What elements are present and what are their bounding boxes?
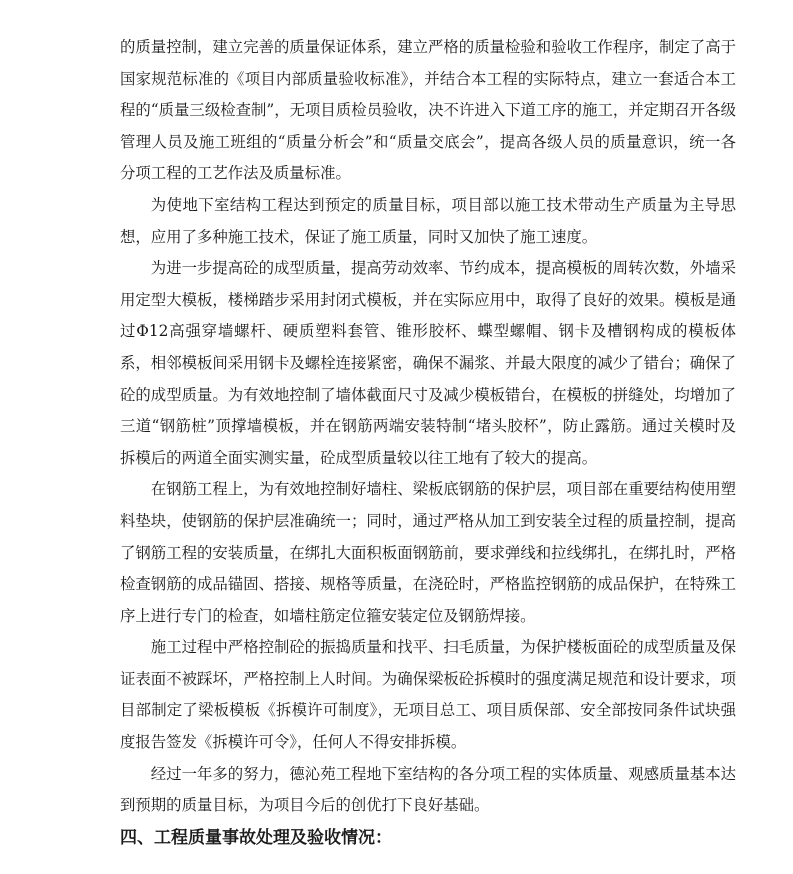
document-page — [120, 32, 736, 855]
paragraph-basement-goal: 为使地下室结构工程达到预定的质量目标，项目部以施工技术带动生产质量为主导思想，应用了多种施工技术，保证了施工质量，同时又加快了施工速度。 — [120, 195, 736, 246]
section-heading: 四、工程质量事故处理及验收情况： — [120, 827, 392, 848]
paragraph-summary: 经过一年多的努力，德沁苑工程地下室结构的各分项工程的实体质量、观感质量基本达到预期的质量目标，为项目今后的创优打下良好基础。 — [120, 764, 736, 815]
paragraph-rebar: 在钢筋工程上，为有效地控制好墙柱、梁板底钢筋的保护层，项目部在重要结构使用塑料垫块，使钢筋的保护层准确统一；同时，通过严格从加工到安装全过程的质量控制，提高了钢筋工程的安装质量，在绑扎大面积板面钢筋前，要求弹线和拉线绑扎，在绑扎时，严格检查钢筋的成品锚固、搭接、规格等质量，在浇砼时，严格监控钢筋的成品保护，在特殊工序上进行专门的检查，如墙柱筋定位箍安装定位及钢筋焊接。 — [120, 480, 736, 625]
paragraph-concrete: 施工过程中严格控制砼的振捣质量和找平、扫毛质量，为保护楼板面砼的成型质量及保证表面不被踩坏，严格控制上人时间。为确保梁板砼拆模时的强度满足规范和设计要求，项目部制定了梁板模板《拆模许可制度》，无项目总工、项目质保部、安全部按同条件试块强度报告签发《拆模许可令》，任何人不得安排拆模。 — [120, 638, 736, 752]
paragraph-quality-system: 的质量控制，建立完善的质量保证体系，建立严格的质量检验和验收工作程序，制定了高于国家规范标准的《项目内部质量验收标准》，并结合本工程的实际特点，建立一套适合本工程的“质量三级检查制”，无项目质检员验收，决不许进入下道工序的施工，并定期召开各级管理人员及施工班组的“质量分析会”和“质量交底会”，提高各级人员的质量意识，统一各分项工程的工艺作法及质量标准。 — [120, 38, 736, 183]
paragraph-formwork: 为进一步提高砼的成型质量，提高劳动效率、节约成本，提高模板的周转次数，外墙采用定型大模板，楼梯踏步采用封闭式模板，并在实际应用中，取得了良好的效果。模板是通过Φ12高强穿墙螺杆、硬质塑料套管、锥形胶杯、蝶型螺帽、钢卡及槽钢构成的模板体系，相邻模板间采用钢卡及螺栓连接紧密，确保不漏浆、并最大限度的减少了错台；确保了砼的成型质量。为有效地控制了墙体截面尺寸及减少模板错台，在模板的拼缝处，均增加了三道“钢筋桩”顶撑墙模板，并在钢筋两端安装特制“堵头胶杯”，防止露筋。通过关模时及拆模后的两道全面实测实量，砼成型质量较以往工地有了较大的提高。 — [120, 259, 736, 467]
